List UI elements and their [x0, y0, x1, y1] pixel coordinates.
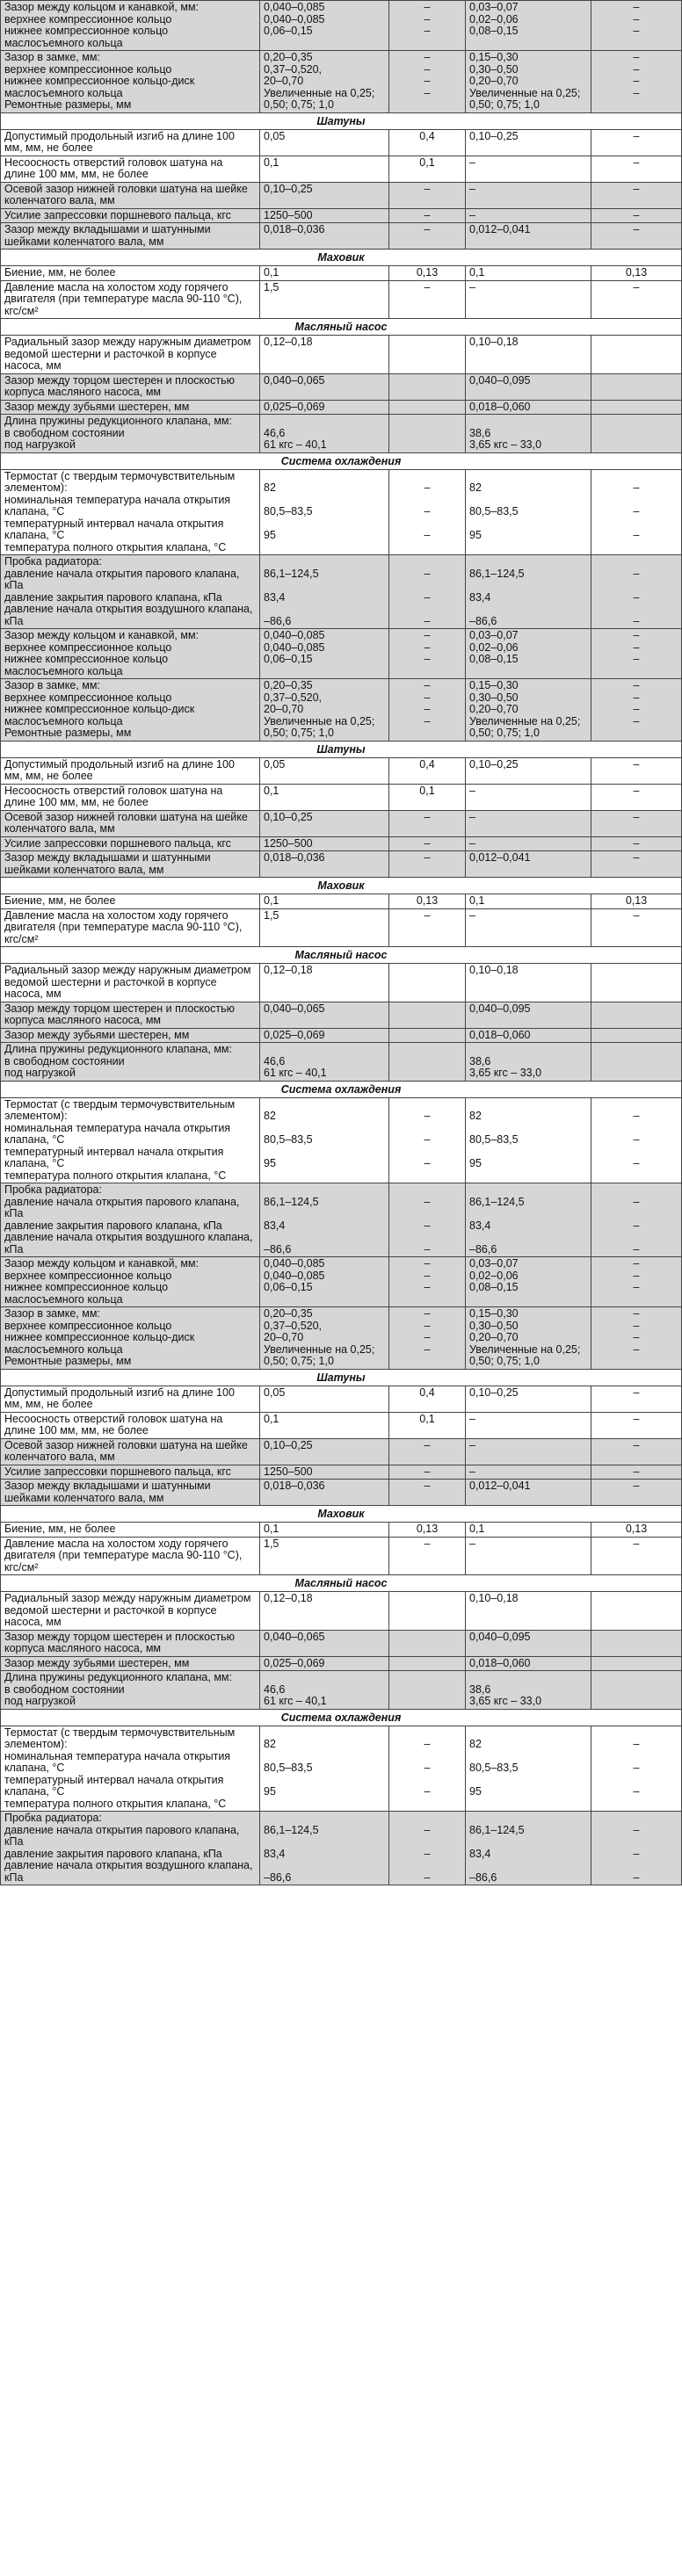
value-cell-2: – – – – — [389, 51, 466, 113]
param-cell: Зазор между торцом шестерен и плоскостью корпуса масляного насоса, мм — [1, 1630, 260, 1656]
section-header — [1, 1081, 682, 1097]
value-cell-2: 0,13 — [389, 266, 466, 281]
table-row — [1, 208, 682, 223]
param-cell: Усилие запрессовки поршневого пальца, кгс — [1, 208, 260, 223]
section-title: Маховик — [1, 878, 682, 894]
value-cell-2: – – – — [389, 1, 466, 51]
value-cell-3: – — [466, 1412, 591, 1438]
table-row — [1, 629, 682, 679]
value-cell-3: 0,10–0,25 — [466, 129, 591, 156]
param-cell: Термостат (с твердым термочувствительным элементом): номинальная температура начала открытия клапана, °С температурный интервал начала открытия клапана, °С температура полного открытия клапана, °С — [1, 469, 260, 555]
param-cell: Биение, мм, не более — [1, 266, 260, 281]
table-row — [1, 182, 682, 208]
value-cell-3: 38,6 3,65 кгс – 33,0 — [466, 1671, 591, 1710]
param-cell: Зазор между зубьями шестерен, мм — [1, 1028, 260, 1043]
param-cell: Допустимый продольный изгиб на длине 100 мм, мм, не более — [1, 129, 260, 156]
value-cell-3: – — [466, 784, 591, 810]
value-cell-2: – — [389, 223, 466, 250]
param-cell: Радиальный зазор между наружным диаметром ведомой шестерни и расточкой в корпусе насоса, мм — [1, 336, 260, 374]
value-cell-3: 0,018–0,060 — [466, 400, 591, 415]
value-cell-2: 0,4 — [389, 1386, 466, 1412]
section-header — [1, 250, 682, 266]
value-cell-3: 0,040–0,095 — [466, 1002, 591, 1028]
value-cell-4: – — [591, 223, 682, 250]
value-cell-3: 0,10–0,18 — [466, 964, 591, 1002]
value-cell-1: 86,1–124,5 83,4 –86,6 — [260, 1183, 389, 1257]
section-title: Шатуны — [1, 112, 682, 129]
value-cell-1: 82 80,5–83,5 95 — [260, 1097, 389, 1183]
param-cell: Термостат (с твердым термочувствительным элементом): номинальная температура начала открытия клапана, °С температурный интервал начала открытия клапана, °С температура полного открытия клапана, °С — [1, 1726, 260, 1812]
value-cell-3: – — [466, 1537, 591, 1575]
value-cell-1: 0,1 — [260, 1412, 389, 1438]
value-cell-3: 0,040–0,095 — [466, 373, 591, 400]
param-cell: Зазор между кольцом и канавкой, мм: верхнее компрессионное кольцо нижнее компрессионное кольцо маслосъемного кольца — [1, 1257, 260, 1307]
value-cell-1: 0,018–0,036 — [260, 851, 389, 878]
param-cell: Допустимый продольный изгиб на длине 100 мм, мм, не более — [1, 1386, 260, 1412]
value-cell-3: 0,10–0,18 — [466, 336, 591, 374]
value-cell-2: – — [389, 836, 466, 851]
value-cell-1: 0,05 — [260, 129, 389, 156]
value-cell-1: 0,10–0,25 — [260, 810, 389, 836]
value-cell-3: 0,03–0,07 0,02–0,06 0,08–0,15 — [466, 1257, 591, 1307]
value-cell-2 — [389, 336, 466, 374]
param-cell: Допустимый продольный изгиб на длине 100 мм, мм, не более — [1, 757, 260, 784]
value-cell-2 — [389, 373, 466, 400]
param-cell: Биение, мм, не более — [1, 894, 260, 909]
value-cell-1: 0,025–0,069 — [260, 1028, 389, 1043]
value-cell-2: – – – – — [389, 679, 466, 742]
value-cell-4: – — [591, 1386, 682, 1412]
value-cell-3: 38,6 3,65 кгс – 33,0 — [466, 1043, 591, 1082]
value-cell-2: 0,13 — [389, 1523, 466, 1538]
value-cell-2 — [389, 1002, 466, 1028]
section-header — [1, 112, 682, 129]
value-cell-2 — [389, 964, 466, 1002]
param-cell: Несоосность отверстий головок шатуна на длине 100 мм, мм, не более — [1, 156, 260, 182]
value-cell-3: 0,10–0,18 — [466, 1592, 591, 1631]
section-title: Маховик — [1, 1506, 682, 1523]
value-cell-4 — [591, 1028, 682, 1043]
table-row — [1, 1726, 682, 1812]
value-cell-2: 0,4 — [389, 757, 466, 784]
table-row — [1, 1043, 682, 1082]
section-title: Маховик — [1, 250, 682, 266]
value-cell-2: – — [389, 1537, 466, 1575]
table-row — [1, 908, 682, 947]
value-cell-4 — [591, 373, 682, 400]
value-cell-2: 0,1 — [389, 156, 466, 182]
section-title: Шатуны — [1, 1369, 682, 1386]
table-row — [1, 400, 682, 415]
table-row — [1, 1592, 682, 1631]
param-cell: Зазор в замке, мм: верхнее компрессионное кольцо нижнее компрессионное кольцо-диск маслосъемного кольца Ремонтные размеры, мм — [1, 679, 260, 742]
table-row — [1, 1002, 682, 1028]
value-cell-3: 0,1 — [466, 266, 591, 281]
value-cell-3: – — [466, 280, 591, 319]
value-cell-4: – — [591, 1412, 682, 1438]
table-row — [1, 1257, 682, 1307]
param-cell: Давление масла на холостом ходу горячего двигателя (при температуре масла 90-110 °С), кгс/см² — [1, 1537, 260, 1575]
value-cell-1: 0,018–0,036 — [260, 223, 389, 250]
value-cell-1: 46,6 61 кгс – 40,1 — [260, 415, 389, 453]
table-row — [1, 51, 682, 113]
value-cell-2: – — [389, 1480, 466, 1506]
value-cell-1: 1,5 — [260, 908, 389, 947]
value-cell-4 — [591, 1592, 682, 1631]
table-row — [1, 1028, 682, 1043]
table-row — [1, 757, 682, 784]
value-cell-3: 0,1 — [466, 894, 591, 909]
param-cell: Радиальный зазор между наружным диаметром ведомой шестерни и расточкой в корпусе насоса, мм — [1, 964, 260, 1002]
section-header — [1, 878, 682, 894]
value-cell-2: 0,1 — [389, 1412, 466, 1438]
param-cell: Зазор в замке, мм: верхнее компрессионное кольцо нижнее компрессионное кольцо-диск маслосъемного кольца Ремонтные размеры, мм — [1, 51, 260, 113]
value-cell-2: 0,4 — [389, 129, 466, 156]
table-row — [1, 555, 682, 629]
value-cell-2: – – – — [389, 555, 466, 629]
param-cell: Длина пружины редукционного клапана, мм: в свободном состоянии под нагрузкой — [1, 1043, 260, 1082]
value-cell-1: 0,025–0,069 — [260, 400, 389, 415]
value-cell-2 — [389, 1592, 466, 1631]
value-cell-1: 1,5 — [260, 280, 389, 319]
value-cell-1: 0,040–0,085 0,040–0,085 0,06–0,15 — [260, 1257, 389, 1307]
value-cell-4: – – – — [591, 1097, 682, 1183]
table-row — [1, 1523, 682, 1538]
value-cell-1: 1250–500 — [260, 1465, 389, 1480]
value-cell-1: 82 80,5–83,5 95 — [260, 1726, 389, 1812]
table-row — [1, 784, 682, 810]
param-cell: Биение, мм, не более — [1, 1523, 260, 1538]
param-cell: Зазор между вкладышами и шатунными шейками коленчатого вала, мм — [1, 1480, 260, 1506]
value-cell-4 — [591, 1043, 682, 1082]
param-cell: Зазор в замке, мм: верхнее компрессионное кольцо нижнее компрессионное кольцо-диск маслосъемного кольца Ремонтные размеры, мм — [1, 1307, 260, 1370]
table-row — [1, 851, 682, 878]
value-cell-2: – – – — [389, 1097, 466, 1183]
value-cell-4 — [591, 1630, 682, 1656]
value-cell-4 — [591, 964, 682, 1002]
table-row — [1, 810, 682, 836]
value-cell-1: 0,1 — [260, 1523, 389, 1538]
param-cell: Осевой зазор нижней головки шатуна на шейке коленчатого вала, мм — [1, 1438, 260, 1465]
value-cell-1: 0,12–0,18 — [260, 1592, 389, 1631]
value-cell-3: 0,03–0,07 0,02–0,06 0,08–0,15 — [466, 629, 591, 679]
value-cell-4: – — [591, 836, 682, 851]
value-cell-4: 0,13 — [591, 894, 682, 909]
param-cell: Усилие запрессовки поршневого пальца, кгс — [1, 1465, 260, 1480]
value-cell-2: – – – – — [389, 1307, 466, 1370]
table-row — [1, 1656, 682, 1671]
table-row — [1, 894, 682, 909]
value-cell-4 — [591, 400, 682, 415]
value-cell-4: – — [591, 280, 682, 319]
value-cell-2: – — [389, 908, 466, 947]
value-cell-4: – — [591, 208, 682, 223]
value-cell-4 — [591, 336, 682, 374]
table-row — [1, 1671, 682, 1710]
value-cell-1: 0,040–0,085 0,040–0,085 0,06–0,15 — [260, 1, 389, 51]
value-cell-4: – — [591, 757, 682, 784]
value-cell-4: – – – – — [591, 51, 682, 113]
value-cell-3: – — [466, 1438, 591, 1465]
param-cell: Длина пружины редукционного клапана, мм: в свободном состоянии под нагрузкой — [1, 415, 260, 453]
param-cell: Пробка радиатора: давление начала открытия парового клапана, кПа давление закрытия парового клапана, кПа давление начала открытия воздушного клапана, кПа — [1, 1812, 260, 1885]
section-header — [1, 1575, 682, 1592]
value-cell-2: – – – — [389, 629, 466, 679]
value-cell-3: 0,012–0,041 — [466, 223, 591, 250]
table-row — [1, 1097, 682, 1183]
param-cell: Термостат (с твердым термочувствительным элементом): номинальная температура начала открытия клапана, °С температурный интервал начала открытия клапана, °С температура полного открытия клапана, °С — [1, 1097, 260, 1183]
section-header — [1, 1369, 682, 1386]
table-row — [1, 679, 682, 742]
value-cell-2: – — [389, 1438, 466, 1465]
value-cell-3: 82 80,5–83,5 95 — [466, 1726, 591, 1812]
value-cell-3: 0,012–0,041 — [466, 851, 591, 878]
value-cell-4: 0,13 — [591, 266, 682, 281]
value-cell-2: – — [389, 1465, 466, 1480]
value-cell-2: – — [389, 810, 466, 836]
value-cell-3: 86,1–124,5 83,4 –86,6 — [466, 1812, 591, 1885]
value-cell-4: – — [591, 182, 682, 208]
param-cell: Пробка радиатора: давление начала открытия парового клапана, кПа давление закрытия парового клапана, кПа давление начала открытия воздушного клапана, кПа — [1, 1183, 260, 1257]
table-row — [1, 1630, 682, 1656]
value-cell-3: – — [466, 1465, 591, 1480]
value-cell-4: – — [591, 156, 682, 182]
value-cell-2 — [389, 1630, 466, 1656]
value-cell-3: 0,15–0,30 0,30–0,50 0,20–0,70 Увеличенные на 0,25; 0,50; 0,75; 1,0 — [466, 1307, 591, 1370]
value-cell-1: 0,040–0,085 0,040–0,085 0,06–0,15 — [260, 629, 389, 679]
value-cell-4: – — [591, 129, 682, 156]
table-row — [1, 1412, 682, 1438]
value-cell-1: 0,12–0,18 — [260, 964, 389, 1002]
section-title: Шатуны — [1, 741, 682, 757]
value-cell-3: 0,10–0,25 — [466, 757, 591, 784]
value-cell-3: 82 80,5–83,5 95 — [466, 469, 591, 555]
value-cell-3: 0,15–0,30 0,30–0,50 0,20–0,70 Увеличенные на 0,25; 0,50; 0,75; 1,0 — [466, 51, 591, 113]
value-cell-4 — [591, 415, 682, 453]
value-cell-3: – — [466, 208, 591, 223]
value-cell-3: 0,040–0,095 — [466, 1630, 591, 1656]
value-cell-4: – — [591, 851, 682, 878]
value-cell-1: 0,018–0,036 — [260, 1480, 389, 1506]
param-cell: Зазор между вкладышами и шатунными шейками коленчатого вала, мм — [1, 223, 260, 250]
section-header — [1, 452, 682, 469]
value-cell-3: – — [466, 908, 591, 947]
value-cell-2 — [389, 1671, 466, 1710]
table-row — [1, 1480, 682, 1506]
table-row — [1, 156, 682, 182]
value-cell-3: – — [466, 836, 591, 851]
param-cell: Зазор между зубьями шестерен, мм — [1, 1656, 260, 1671]
value-cell-3: 0,018–0,060 — [466, 1656, 591, 1671]
table-row — [1, 373, 682, 400]
value-cell-1: 46,6 61 кгс – 40,1 — [260, 1043, 389, 1082]
value-cell-2: 0,1 — [389, 784, 466, 810]
section-header — [1, 947, 682, 964]
value-cell-3: 0,03–0,07 0,02–0,06 0,08–0,15 — [466, 1, 591, 51]
param-cell: Несоосность отверстий головок шатуна на длине 100 мм, мм, не более — [1, 784, 260, 810]
value-cell-2: – – – — [389, 1726, 466, 1812]
value-cell-1: 0,040–0,065 — [260, 373, 389, 400]
section-header — [1, 1506, 682, 1523]
param-cell: Усилие запрессовки поршневого пальца, кгс — [1, 836, 260, 851]
value-cell-3: – — [466, 156, 591, 182]
section-title: Система охлаждения — [1, 1709, 682, 1726]
value-cell-1: 0,20–0,35 0,37–0,520, 20–0,70 Увеличенные на 0,25; 0,50; 0,75; 1,0 — [260, 51, 389, 113]
value-cell-4: – — [591, 908, 682, 947]
table-row — [1, 1386, 682, 1412]
value-cell-2 — [389, 1656, 466, 1671]
value-cell-3: 0,018–0,060 — [466, 1028, 591, 1043]
value-cell-1: 0,05 — [260, 757, 389, 784]
value-cell-4: 0,13 — [591, 1523, 682, 1538]
value-cell-4: – – – — [591, 1183, 682, 1257]
value-cell-3: 86,1–124,5 83,4 –86,6 — [466, 1183, 591, 1257]
value-cell-2 — [389, 415, 466, 453]
value-cell-1: 0,12–0,18 — [260, 336, 389, 374]
value-cell-4: – — [591, 1537, 682, 1575]
value-cell-1: 0,1 — [260, 156, 389, 182]
section-title: Масляный насос — [1, 947, 682, 964]
table-row — [1, 1, 682, 51]
value-cell-3: 38,6 3,65 кгс – 33,0 — [466, 415, 591, 453]
value-cell-3: 82 80,5–83,5 95 — [466, 1097, 591, 1183]
value-cell-1: 1250–500 — [260, 836, 389, 851]
value-cell-2: – — [389, 280, 466, 319]
value-cell-2: – — [389, 208, 466, 223]
value-cell-2: – — [389, 851, 466, 878]
table-row — [1, 1812, 682, 1885]
section-title: Система охлаждения — [1, 1081, 682, 1097]
value-cell-2: 0,13 — [389, 894, 466, 909]
param-cell: Давление масла на холостом ходу горячего двигателя (при температуре масла 90-110 °С), кгс/см² — [1, 908, 260, 947]
value-cell-2 — [389, 1043, 466, 1082]
table-row — [1, 1537, 682, 1575]
value-cell-2: – — [389, 182, 466, 208]
value-cell-1: 0,040–0,065 — [260, 1630, 389, 1656]
param-cell: Зазор между кольцом и канавкой, мм: верхнее компрессионное кольцо нижнее компрессионное кольцо маслосъемного кольца — [1, 629, 260, 679]
section-title: Система охлаждения — [1, 452, 682, 469]
value-cell-1: 46,6 61 кгс – 40,1 — [260, 1671, 389, 1710]
table-row — [1, 415, 682, 453]
value-cell-1: 0,1 — [260, 784, 389, 810]
value-cell-4: – – – — [591, 1, 682, 51]
value-cell-4: – — [591, 810, 682, 836]
value-cell-1: 82 80,5–83,5 95 — [260, 469, 389, 555]
table-row — [1, 1465, 682, 1480]
value-cell-2: – – – — [389, 1812, 466, 1885]
value-cell-1: 0,025–0,069 — [260, 1656, 389, 1671]
value-cell-2: – – – — [389, 469, 466, 555]
value-cell-3: 0,15–0,30 0,30–0,50 0,20–0,70 Увеличенные на 0,25; 0,50; 0,75; 1,0 — [466, 679, 591, 742]
param-cell: Несоосность отверстий головок шатуна на длине 100 мм, мм, не более — [1, 1412, 260, 1438]
value-cell-4: – — [591, 1465, 682, 1480]
value-cell-1: 0,20–0,35 0,37–0,520, 20–0,70 Увеличенные на 0,25; 0,50; 0,75; 1,0 — [260, 679, 389, 742]
value-cell-1: 86,1–124,5 83,4 –86,6 — [260, 1812, 389, 1885]
value-cell-1: 1250–500 — [260, 208, 389, 223]
param-cell: Длина пружины редукционного клапана, мм: в свободном состоянии под нагрузкой — [1, 1671, 260, 1710]
param-cell: Зазор между торцом шестерен и плоскостью корпуса масляного насоса, мм — [1, 373, 260, 400]
value-cell-4: – – – — [591, 1812, 682, 1885]
param-cell: Радиальный зазор между наружным диаметром ведомой шестерни и расточкой в корпусе насоса, мм — [1, 1592, 260, 1631]
value-cell-4: – — [591, 784, 682, 810]
param-cell: Зазор между вкладышами и шатунными шейками коленчатого вала, мм — [1, 851, 260, 878]
param-cell: Давление масла на холостом ходу горячего двигателя (при температуре масла 90-110 °С), кгс/см² — [1, 280, 260, 319]
table-row — [1, 266, 682, 281]
table-row — [1, 1307, 682, 1370]
table-row — [1, 1183, 682, 1257]
table-row — [1, 129, 682, 156]
table-row — [1, 280, 682, 319]
param-cell: Осевой зазор нижней головки шатуна на шейке коленчатого вала, мм — [1, 182, 260, 208]
table-row — [1, 223, 682, 250]
table-row — [1, 1438, 682, 1465]
section-header — [1, 1709, 682, 1726]
param-cell: Пробка радиатора: давление начала открытия парового клапана, кПа давление закрытия парового клапана, кПа давление начала открытия воздушного клапана, кПа — [1, 555, 260, 629]
value-cell-1: 0,1 — [260, 266, 389, 281]
value-cell-4: – – – – — [591, 679, 682, 742]
value-cell-1: 0,040–0,065 — [260, 1002, 389, 1028]
value-cell-1: 0,20–0,35 0,37–0,520, 20–0,70 Увеличенные на 0,25; 0,50; 0,75; 1,0 — [260, 1307, 389, 1370]
value-cell-1: 86,1–124,5 83,4 –86,6 — [260, 555, 389, 629]
table-row — [1, 336, 682, 374]
param-cell: Зазор между зубьями шестерен, мм — [1, 400, 260, 415]
value-cell-3: – — [466, 182, 591, 208]
value-cell-4: – — [591, 1480, 682, 1506]
value-cell-1: 0,05 — [260, 1386, 389, 1412]
value-cell-3: 0,012–0,041 — [466, 1480, 591, 1506]
value-cell-4: – – – — [591, 1257, 682, 1307]
section-header — [1, 319, 682, 336]
value-cell-1: 0,10–0,25 — [260, 1438, 389, 1465]
table-row — [1, 964, 682, 1002]
value-cell-3: – — [466, 810, 591, 836]
value-cell-4 — [591, 1002, 682, 1028]
value-cell-3: 86,1–124,5 83,4 –86,6 — [466, 555, 591, 629]
value-cell-4 — [591, 1656, 682, 1671]
value-cell-2 — [389, 1028, 466, 1043]
value-cell-4: – — [591, 1438, 682, 1465]
value-cell-3: 0,1 — [466, 1523, 591, 1538]
param-cell: Зазор между кольцом и канавкой, мм: верхнее компрессионное кольцо нижнее компрессионное кольцо маслосъемного кольца — [1, 1, 260, 51]
value-cell-2: – – – — [389, 1183, 466, 1257]
param-cell: Зазор между торцом шестерен и плоскостью корпуса масляного насоса, мм — [1, 1002, 260, 1028]
value-cell-1: 0,10–0,25 — [260, 182, 389, 208]
section-header — [1, 741, 682, 757]
param-cell: Осевой зазор нижней головки шатуна на шейке коленчатого вала, мм — [1, 810, 260, 836]
value-cell-4: – – – — [591, 1726, 682, 1812]
value-cell-4 — [591, 1671, 682, 1710]
value-cell-4: – – – — [591, 555, 682, 629]
value-cell-2: – – – — [389, 1257, 466, 1307]
value-cell-1: 1,5 — [260, 1537, 389, 1575]
table-row — [1, 836, 682, 851]
value-cell-4: – – – — [591, 469, 682, 555]
value-cell-1: 0,1 — [260, 894, 389, 909]
section-title: Масляный насос — [1, 1575, 682, 1592]
value-cell-4: – – – – — [591, 1307, 682, 1370]
table-row — [1, 469, 682, 555]
value-cell-3: 0,10–0,25 — [466, 1386, 591, 1412]
section-title: Масляный насос — [1, 319, 682, 336]
value-cell-4: – – – — [591, 629, 682, 679]
value-cell-2 — [389, 400, 466, 415]
